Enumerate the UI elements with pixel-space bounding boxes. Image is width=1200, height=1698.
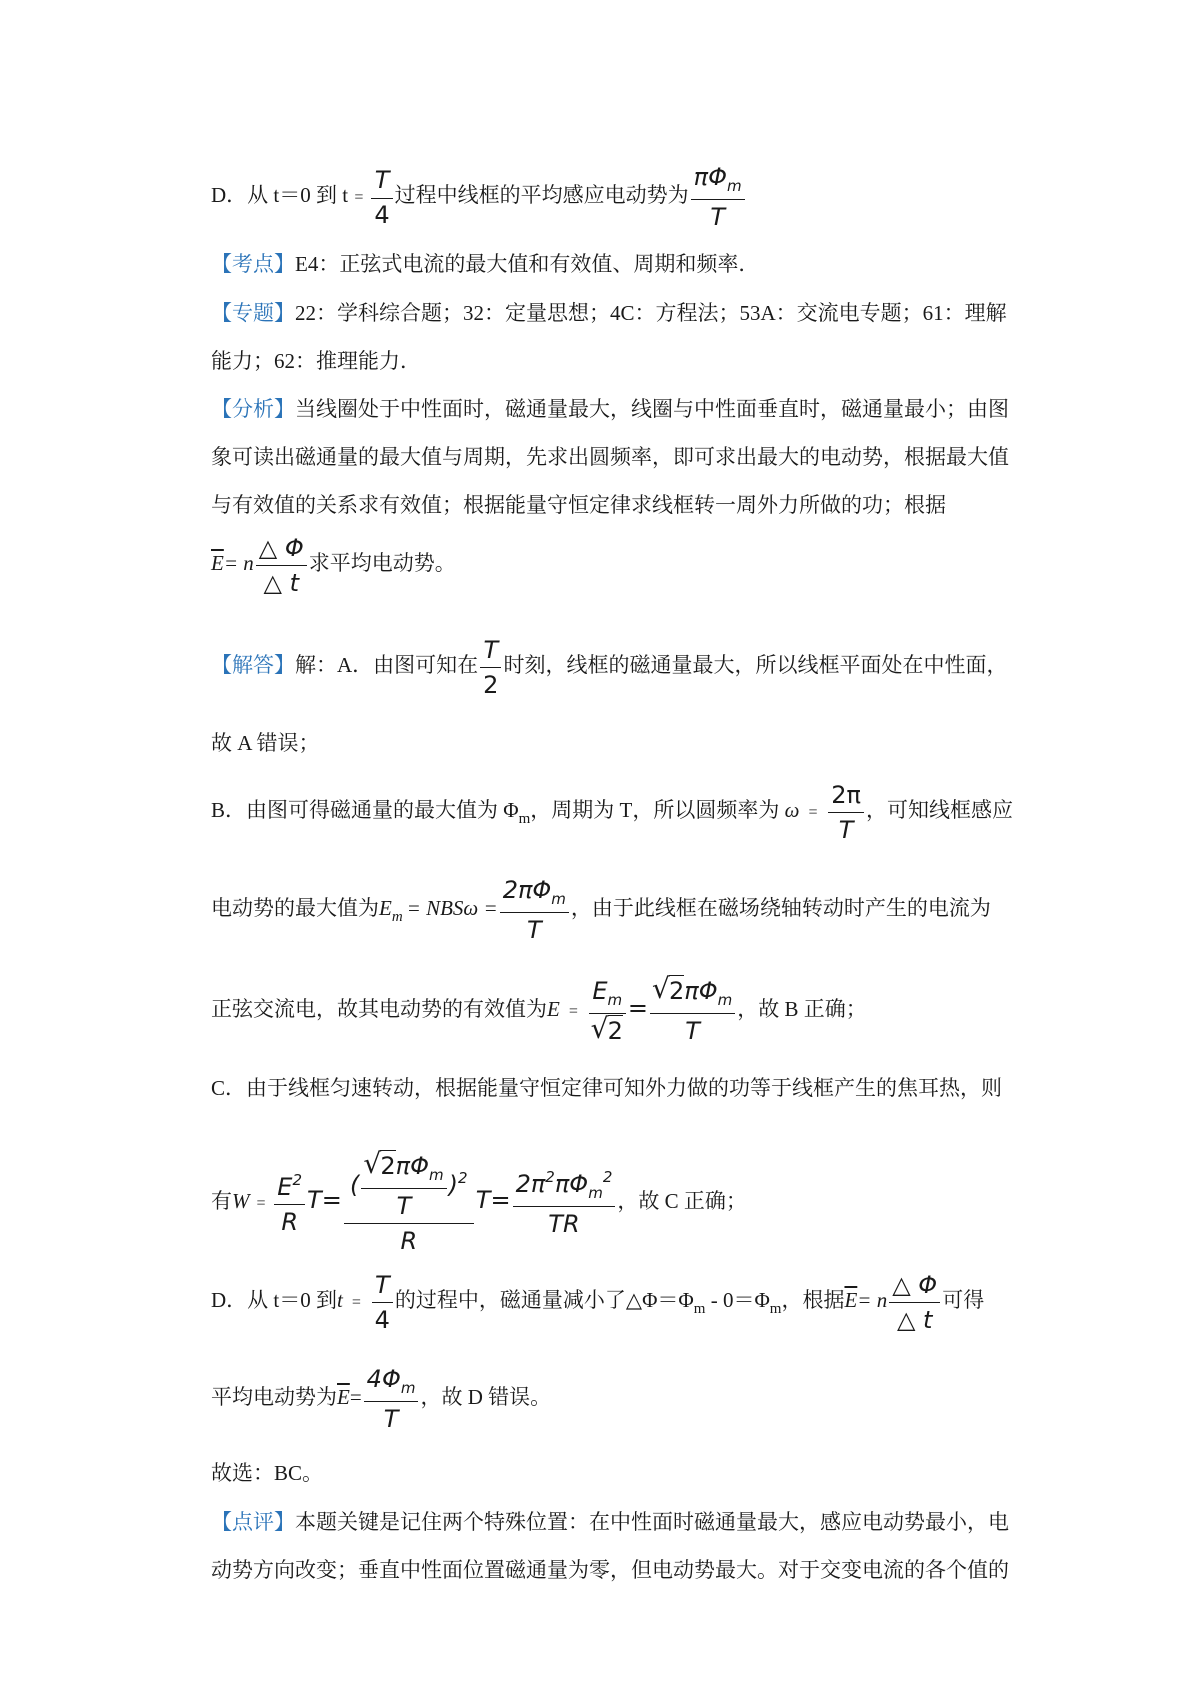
fenxi-line-2: 象可读出磁通量的最大值与周期，先求出圆频率，即可求出最大的电动势，根据最大值 [211,445,1009,469]
dianping-line-2: 动势方向改变；垂直中性面位置磁通量为零，但电动势最大。对于交变电流的各个值的 [211,1558,1009,1582]
fenxi-line-4: $\overline{E}= n$ $\frac{\triangle \Phi}{\triangle t}$ 求平均电动势。 [211,533,456,597]
kaodian-line: 【考点】E4：正弦式电流的最大值和有效值、周期和频率． [211,252,760,276]
zhuanti-line-1: 【专题】22：学科综合题；32：定量思想；4C：方程法；53A：交流电专题；61：理解 [211,301,1007,325]
fraction-pi-phi-over-t: $\frac{\pi\Phi_m}{T}$ [691,165,745,229]
fenxi-tag: 【分析】 [211,397,295,421]
fenxi-line-1: 【分析】当线圈处于中性面时，磁通量最大，线圈与中性面垂直时，磁通量最小；由图 [211,397,1009,421]
dianping-tag: 【点评】 [211,1510,295,1534]
jieda-line-a2: 故 A 错误； [211,731,320,755]
jieda-line-a: 【解答】解：A．由图可知在 $\frac{T}{2}$ 时刻，线框的磁通量最大，所以线框平面处在中性面， [211,635,1008,699]
jieda-line-d1: D．从 t＝0 到t = $\frac{T}{4}$ 的过程中，磁通量减小了$\triangle\Phi=\Phi_m - 0=\Phi_m$，根据$\overline{E}= n$ $\frac{\triangle \Phi}{\triangle t}$ 可得 [211,1270,985,1334]
jieda-answer: 故选：BC。 [211,1461,324,1485]
dianping-line-1: 【点评】本题关键是记住两个特殊位置：在中性面时磁通量最大，感应电动势最小，电 [211,1510,1009,1534]
fraction-t-over-4: $\frac{T}{4}$ [371,168,392,227]
zhuanti-tag: 【专题】 [211,301,295,325]
zhuanti-line-2: 能力；62：推理能力． [211,349,421,373]
jieda-line-d2: 平均电动势为$\overline{E}=$ $\frac{4\Phi_m}{T}$ ，故 D 错误。 [211,1365,552,1434]
fraction-dphi-over-dt: $\frac{\triangle \Phi}{\triangle t}$ [256,536,307,595]
jieda-line-c2: 有W = $\frac{E^2}{R}$ T= ( √ $\frac{2\pi\Phi_m}{T}$ )$^2$ R T= $\frac{2\pi^2\pi\Phi_m^2}{TR}$ ，故 C 正确； [211,1140,1026,1260]
option-d: D．从 t＝0 到 t = $\frac{T}{4}$ 过程中线框的平均感应电动势为 $\frac{\pi\Phi_m}{T}$ [211,160,1026,230]
jieda-line-c1: C．由于线框匀速转动，根据能量守恒定律可知外力做的功等于线框产生的焦耳热，则 [211,1076,1003,1100]
fenxi-line-3: 与有效值的关系求有效值；根据能量守恒定律求线框转一周外力所做的功；根据 [211,493,946,517]
jieda-tag: 【解答】 [211,653,295,677]
jieda-line-b2: 电动势的最大值为$E_m = NBS\omega$ = $\frac{2\pi\Phi_m}{T}$ ，由于此线框在磁场绕轴转动时产生的电流为 [211,876,991,945]
kaodian-tag: 【考点】 [211,252,295,276]
jieda-line-b3: 正弦交流电，故其电动势的有效值为E = $E_m$ √ 2 = √ $\frac{2\pi\Phi_m}{T}$ ，故 B 正确； [211,970,1026,1046]
jieda-line-b1: B．由图可得磁通量的最大值为 $\Phi_m$，周期为 T，所以圆频率为 ω = $\frac{2\pi}{T}$ ，可知线框感应 [211,780,1013,844]
